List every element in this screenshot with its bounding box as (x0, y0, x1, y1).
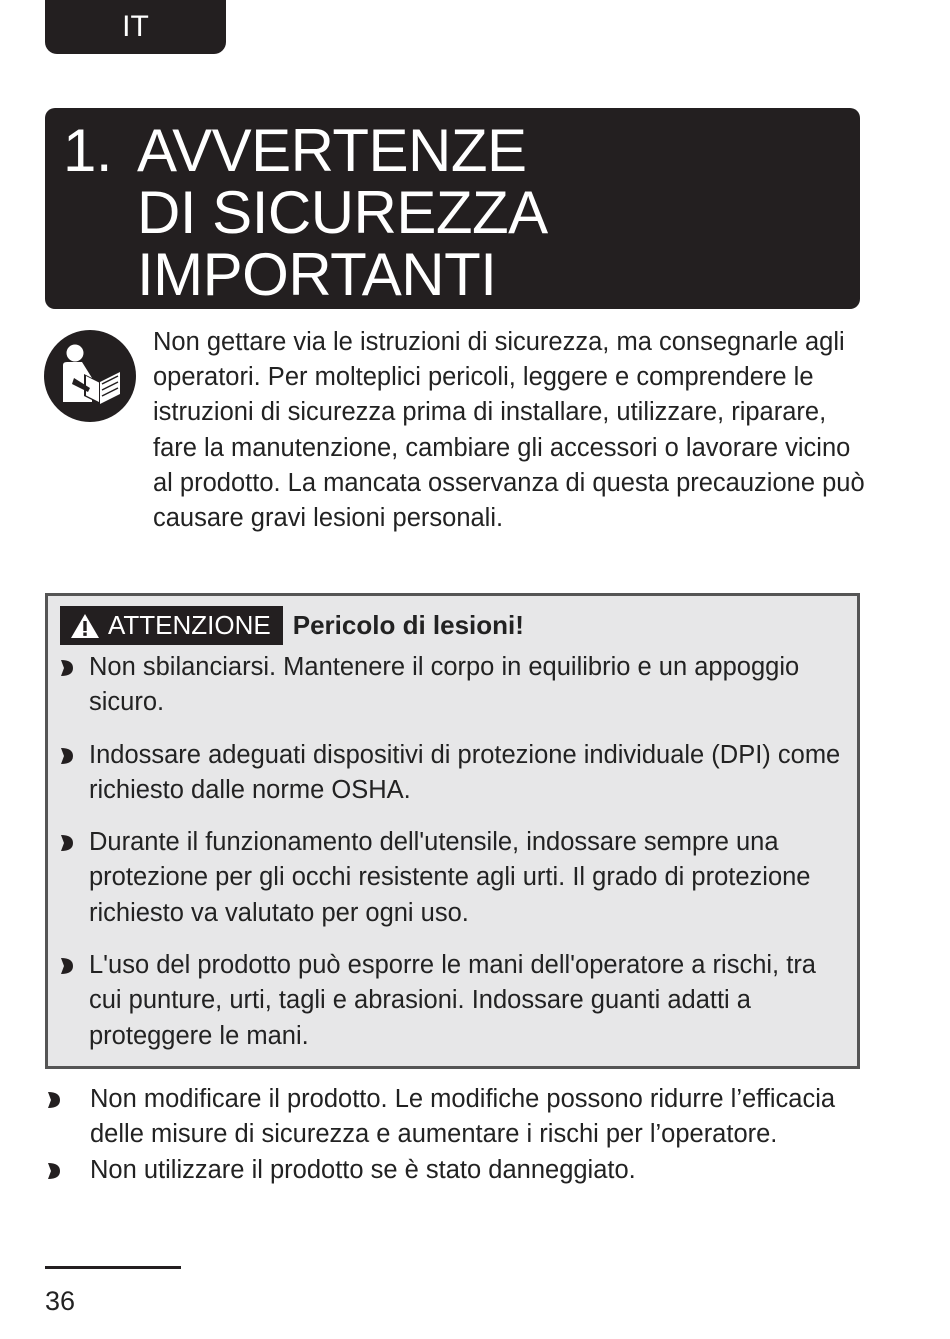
page-number: 36 (45, 1286, 76, 1316)
list-item: Non utilizzare il prodotto se è stato danneggiato. (45, 1153, 845, 1188)
intro-text: Non gettare via le istruzioni di sicurezza, ma consegnarle agli operatori. Per molteplici pericoli, leggere e comprendere le istruzioni di sicurezza prima di installare, utilizzare, riparare, fare la manutenzione, cambiare gli accessori o lavorare vicino al prodotto. La mancata osservanza di questa precauzione può causare gravi lesioni personali. (153, 328, 865, 533)
language-tab (45, 0, 226, 54)
main-list (45, 1082, 845, 1188)
list-item: Non modificare il prodotto. Le modifiche possono ridurre l’efficacia delle misure di sicurezza e aumentare i rischi per l’operatore. (45, 1082, 845, 1153)
list-item: Durante il funzionamento dell'utensile, indossare sempre una protezione per gli occhi resistente agli urti. Il grado di protezione richiesto va valutato per ogni uso. (58, 825, 848, 931)
warning-list (58, 650, 848, 1071)
language-code: IT (122, 10, 149, 43)
bullet-icon (47, 1163, 61, 1179)
read-manual-icon (44, 330, 136, 422)
bullet-icon (60, 748, 74, 764)
bullet-icon (60, 660, 74, 676)
bullet-icon (60, 835, 74, 851)
bullet-icon (47, 1092, 61, 1108)
warning-box (45, 593, 860, 1069)
section-title-box (45, 108, 860, 309)
footer-divider (45, 1266, 181, 1269)
list-item: Non sbilanciarsi. Mantenere il corpo in equilibrio e un appoggio sicuro. (58, 650, 848, 721)
attention-tag (60, 606, 283, 645)
warning-subtitle: Pericolo di lesioni! (292, 610, 524, 640)
attention-label: ATTENZIONE (108, 610, 271, 640)
warning-triangle-icon (70, 613, 100, 639)
list-item: Indossare adeguati dispositivi di protezione individuale (DPI) come richiesto dalle norme OSHA. (58, 738, 848, 809)
bullet-icon (60, 958, 74, 974)
section-title-line-1: 1. AVVERTENZE (63, 117, 527, 184)
section-title-line-2: DI SICUREZZA (137, 179, 548, 246)
section-number: 1. (63, 117, 113, 184)
section-title-line-3: IMPORTANTI (137, 241, 497, 308)
list-item: L'uso del prodotto può esporre le mani dell'operatore a rischi, tra cui punture, urti, tagli e abrasioni. Indossare guanti adatti a proteggere le mani. (58, 948, 848, 1054)
warning-header (60, 606, 524, 645)
